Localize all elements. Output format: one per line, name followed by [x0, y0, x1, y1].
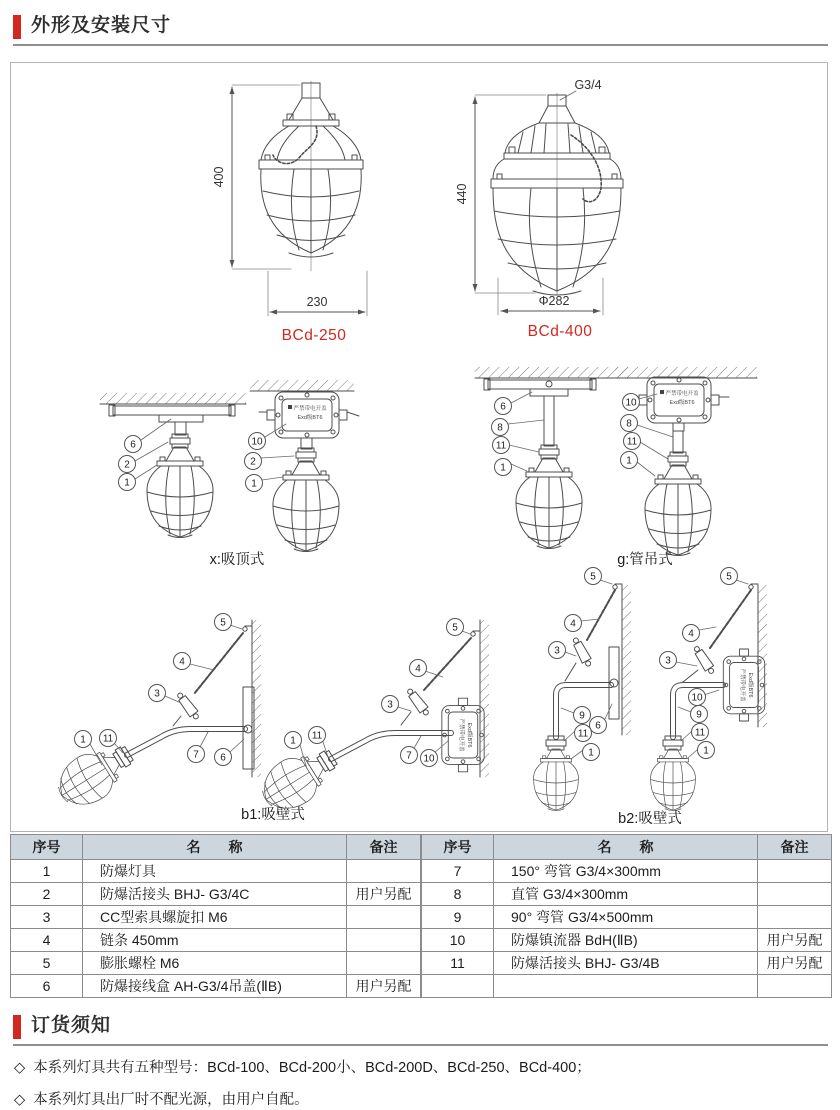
svg-text:10: 10	[691, 692, 703, 704]
svg-text:6: 6	[595, 720, 601, 732]
install-pipe-2	[615, 367, 757, 556]
cell-note	[758, 975, 832, 998]
cell-no	[422, 975, 494, 998]
callout-5	[215, 614, 232, 631]
red-accent-bar	[13, 15, 21, 39]
cell-no: 4	[11, 929, 83, 952]
cell-no: 7	[422, 860, 494, 883]
col-header-name: 名 称	[83, 835, 347, 860]
col-header-no: 序号	[422, 835, 494, 860]
cell-note	[758, 860, 832, 883]
callout-11	[493, 437, 510, 454]
cell-name: 90° 弯管 G3/4×500mm	[494, 906, 758, 929]
svg-text:1: 1	[251, 478, 257, 490]
svg-text:5: 5	[452, 622, 458, 634]
col-header-note: 备注	[758, 835, 832, 860]
caption-ceiling-mount: x:吸顶式	[209, 552, 265, 568]
svg-text:5: 5	[726, 571, 732, 583]
svg-text:3: 3	[387, 699, 393, 711]
callout-1	[621, 452, 638, 469]
svg-text:1: 1	[703, 745, 709, 757]
callout-1	[119, 474, 136, 491]
junction-box-text: Exd级BT6	[669, 400, 695, 406]
callout-4	[410, 660, 427, 677]
svg-text:4: 4	[415, 663, 421, 675]
model-label-bcd250: BCd-250	[281, 327, 347, 344]
drawing-bcd250	[212, 81, 367, 344]
cell-note	[347, 952, 421, 975]
cell-no: 6	[11, 975, 83, 998]
callout-1	[698, 742, 715, 759]
model-label-bcd400: BCd-400	[527, 323, 593, 340]
callout-3	[149, 685, 166, 702]
cell-note	[347, 860, 421, 883]
callout-1	[495, 459, 512, 476]
callout-11	[100, 730, 117, 747]
note-text: 本系列灯具共有五种型号：BCd-100、BCd-200小、BCd-200D、BCd-250、BCd-400；	[33, 1060, 591, 1076]
junction-box-text: 严禁带电开盖	[665, 391, 699, 397]
callout-10	[249, 433, 266, 450]
callout-1	[583, 744, 600, 761]
svg-text:4: 4	[570, 618, 576, 630]
junction-box-text: 严禁带电开盖	[739, 668, 745, 702]
cell-no: 1	[11, 860, 83, 883]
cell-name: 防爆活接头 BHJ- G3/4C	[83, 883, 347, 906]
table-row	[422, 860, 832, 883]
cell-name: 防爆灯具	[83, 860, 347, 883]
svg-text:11: 11	[694, 727, 706, 739]
svg-text:6: 6	[130, 439, 136, 451]
cell-no: 8	[422, 883, 494, 906]
svg-text:1: 1	[588, 747, 594, 759]
svg-text:6: 6	[220, 752, 226, 764]
callout-3	[660, 652, 677, 669]
col-header-no: 序号	[11, 835, 83, 860]
svg-text:9: 9	[579, 710, 585, 722]
cell-note: 用户另配	[347, 883, 421, 906]
callout-5	[447, 619, 464, 636]
table-header-row	[11, 835, 421, 860]
section-title-dimensions: 外形及安装尺寸	[31, 15, 172, 36]
junction-box-text: Exd级BT6	[466, 722, 472, 748]
caption-wall-mount-b2: b2:吸壁式	[618, 811, 682, 827]
callout-11	[309, 727, 326, 744]
parts-table-left	[10, 834, 421, 998]
cell-no: 10	[422, 929, 494, 952]
svg-text:11: 11	[102, 733, 114, 745]
callout-5	[721, 568, 738, 585]
svg-text:3: 3	[154, 688, 160, 700]
red-accent-bar	[13, 1015, 21, 1039]
svg-text:2: 2	[124, 459, 130, 471]
cell-no: 11	[422, 952, 494, 975]
svg-text:4: 4	[688, 628, 694, 640]
junction-box-text: 严禁带电开盖	[293, 406, 327, 412]
parts-tables	[10, 834, 830, 998]
callout-11	[575, 725, 592, 742]
cell-no: 3	[11, 906, 83, 929]
technical-drawing	[11, 63, 827, 831]
svg-text:7: 7	[193, 749, 199, 761]
callout-6	[590, 717, 607, 734]
svg-text:11: 11	[311, 730, 323, 742]
col-header-note: 备注	[347, 835, 421, 860]
table-header-row	[422, 835, 832, 860]
cell-name: 防爆镇流器 BdH(ⅡB)	[494, 929, 758, 952]
note-line	[14, 1056, 826, 1077]
svg-text:11: 11	[626, 436, 638, 448]
cell-name: 防爆活接头 BHJ- G3/4B	[494, 952, 758, 975]
table-row	[422, 906, 832, 929]
cell-note: 用户另配	[347, 975, 421, 998]
cell-note	[347, 929, 421, 952]
callout-1	[246, 475, 263, 492]
callout-7	[188, 746, 205, 763]
svg-text:10: 10	[251, 436, 263, 448]
table-row	[11, 906, 421, 929]
install-ceiling-1	[100, 393, 246, 538]
section-title-ordering: 订货须知	[31, 1015, 112, 1036]
table-row	[11, 883, 421, 906]
note-line	[14, 1088, 826, 1109]
table-row	[422, 975, 832, 998]
install-pipe-1	[475, 367, 629, 549]
dim-width-250: 230	[306, 295, 328, 309]
svg-text:5: 5	[220, 617, 226, 629]
callout-8	[621, 415, 638, 432]
table-row	[11, 975, 421, 998]
cell-name: CC型索具螺旋扣 M6	[83, 906, 347, 929]
cell-name: 150° 弯管 G3/4×300mm	[494, 860, 758, 883]
callout-11	[692, 724, 709, 741]
cell-note: 用户另配	[758, 952, 832, 975]
section-header-ordering	[13, 1014, 828, 1046]
svg-text:1: 1	[124, 477, 130, 489]
svg-text:3: 3	[665, 655, 671, 667]
svg-text:1: 1	[500, 462, 506, 474]
note-text: 本系列灯具出厂时不配光源，由用户自配。	[33, 1092, 309, 1108]
callout-9	[574, 707, 591, 724]
col-header-name: 名 称	[494, 835, 758, 860]
cell-name: 直管 G3/4×300mm	[494, 883, 758, 906]
callout-11	[624, 433, 641, 450]
callout-1	[285, 732, 302, 749]
svg-text:11: 11	[577, 728, 589, 740]
install-wall2-2	[651, 568, 767, 811]
table-row	[422, 883, 832, 906]
svg-text:9: 9	[696, 709, 702, 721]
callout-2	[119, 456, 136, 473]
table-row	[11, 860, 421, 883]
junction-box-text: 严禁带电开盖	[458, 718, 464, 752]
callout-8	[492, 419, 509, 436]
cell-note: 用户另配	[758, 929, 832, 952]
cell-no: 9	[422, 906, 494, 929]
callout-7	[401, 747, 418, 764]
cell-no: 2	[11, 883, 83, 906]
cell-name: 膨胀螺栓 M6	[83, 952, 347, 975]
svg-text:3: 3	[554, 645, 560, 657]
dim-height-250: 400	[212, 166, 226, 188]
callout-4	[565, 615, 582, 632]
section-header-dimensions	[13, 14, 828, 46]
dim-height-400: 440	[455, 183, 469, 205]
install-wall1-2	[253, 619, 489, 820]
table-row	[422, 952, 832, 975]
caption-pipe-mount: g:管吊式	[617, 552, 673, 568]
install-ceiling-2	[245, 380, 360, 552]
parts-table-right	[421, 834, 832, 998]
svg-text:1: 1	[80, 734, 86, 746]
drawing-bcd400	[455, 78, 623, 340]
svg-text:2: 2	[250, 456, 256, 468]
caption-wall-mount-b1: b1:吸壁式	[241, 807, 305, 823]
svg-text:7: 7	[406, 750, 412, 762]
dim-diameter-400: Φ282	[538, 294, 570, 308]
svg-text:8: 8	[626, 418, 632, 430]
junction-box-text: Exd级BT6	[297, 415, 323, 421]
callout-5	[585, 568, 602, 585]
junction-box-text: Exd级BT6	[747, 672, 753, 698]
svg-text:8: 8	[497, 422, 503, 434]
ordering-notes	[14, 1056, 826, 1110]
svg-text:1: 1	[290, 735, 296, 747]
cell-name: 防爆接线盒 AH-G3/4吊盖(ⅡB)	[83, 975, 347, 998]
callout-9	[691, 706, 708, 723]
svg-text:1: 1	[626, 455, 632, 467]
callout-10	[623, 394, 640, 411]
callout-6	[215, 749, 232, 766]
svg-text:11: 11	[495, 440, 507, 452]
cell-no: 5	[11, 952, 83, 975]
callout-4	[174, 653, 191, 670]
callout-6	[495, 398, 512, 415]
install-wall2-1	[534, 568, 631, 811]
callout-6	[125, 436, 142, 453]
callout-3	[382, 696, 399, 713]
callout-2	[245, 453, 262, 470]
callout-4	[683, 625, 700, 642]
table-row	[11, 929, 421, 952]
diamond-bullet: ◇	[14, 1060, 26, 1076]
cell-name: 链条 450mm	[83, 929, 347, 952]
svg-text:10: 10	[423, 753, 435, 765]
svg-text:5: 5	[590, 571, 596, 583]
table-row	[11, 952, 421, 975]
callout-3	[549, 642, 566, 659]
cell-note	[347, 906, 421, 929]
table-row	[422, 929, 832, 952]
svg-text:6: 6	[500, 401, 506, 413]
diagram-panel	[10, 62, 828, 832]
cell-note	[758, 883, 832, 906]
svg-text:4: 4	[179, 656, 185, 668]
cell-name	[494, 975, 758, 998]
callout-10	[421, 750, 438, 767]
diamond-bullet: ◇	[14, 1092, 26, 1108]
install-wall1-1	[49, 614, 261, 816]
thread-label-g34: G3/4	[574, 78, 602, 92]
callout-1	[75, 731, 92, 748]
callout-10	[689, 689, 706, 706]
cell-note	[758, 906, 832, 929]
svg-text:10: 10	[625, 397, 637, 409]
